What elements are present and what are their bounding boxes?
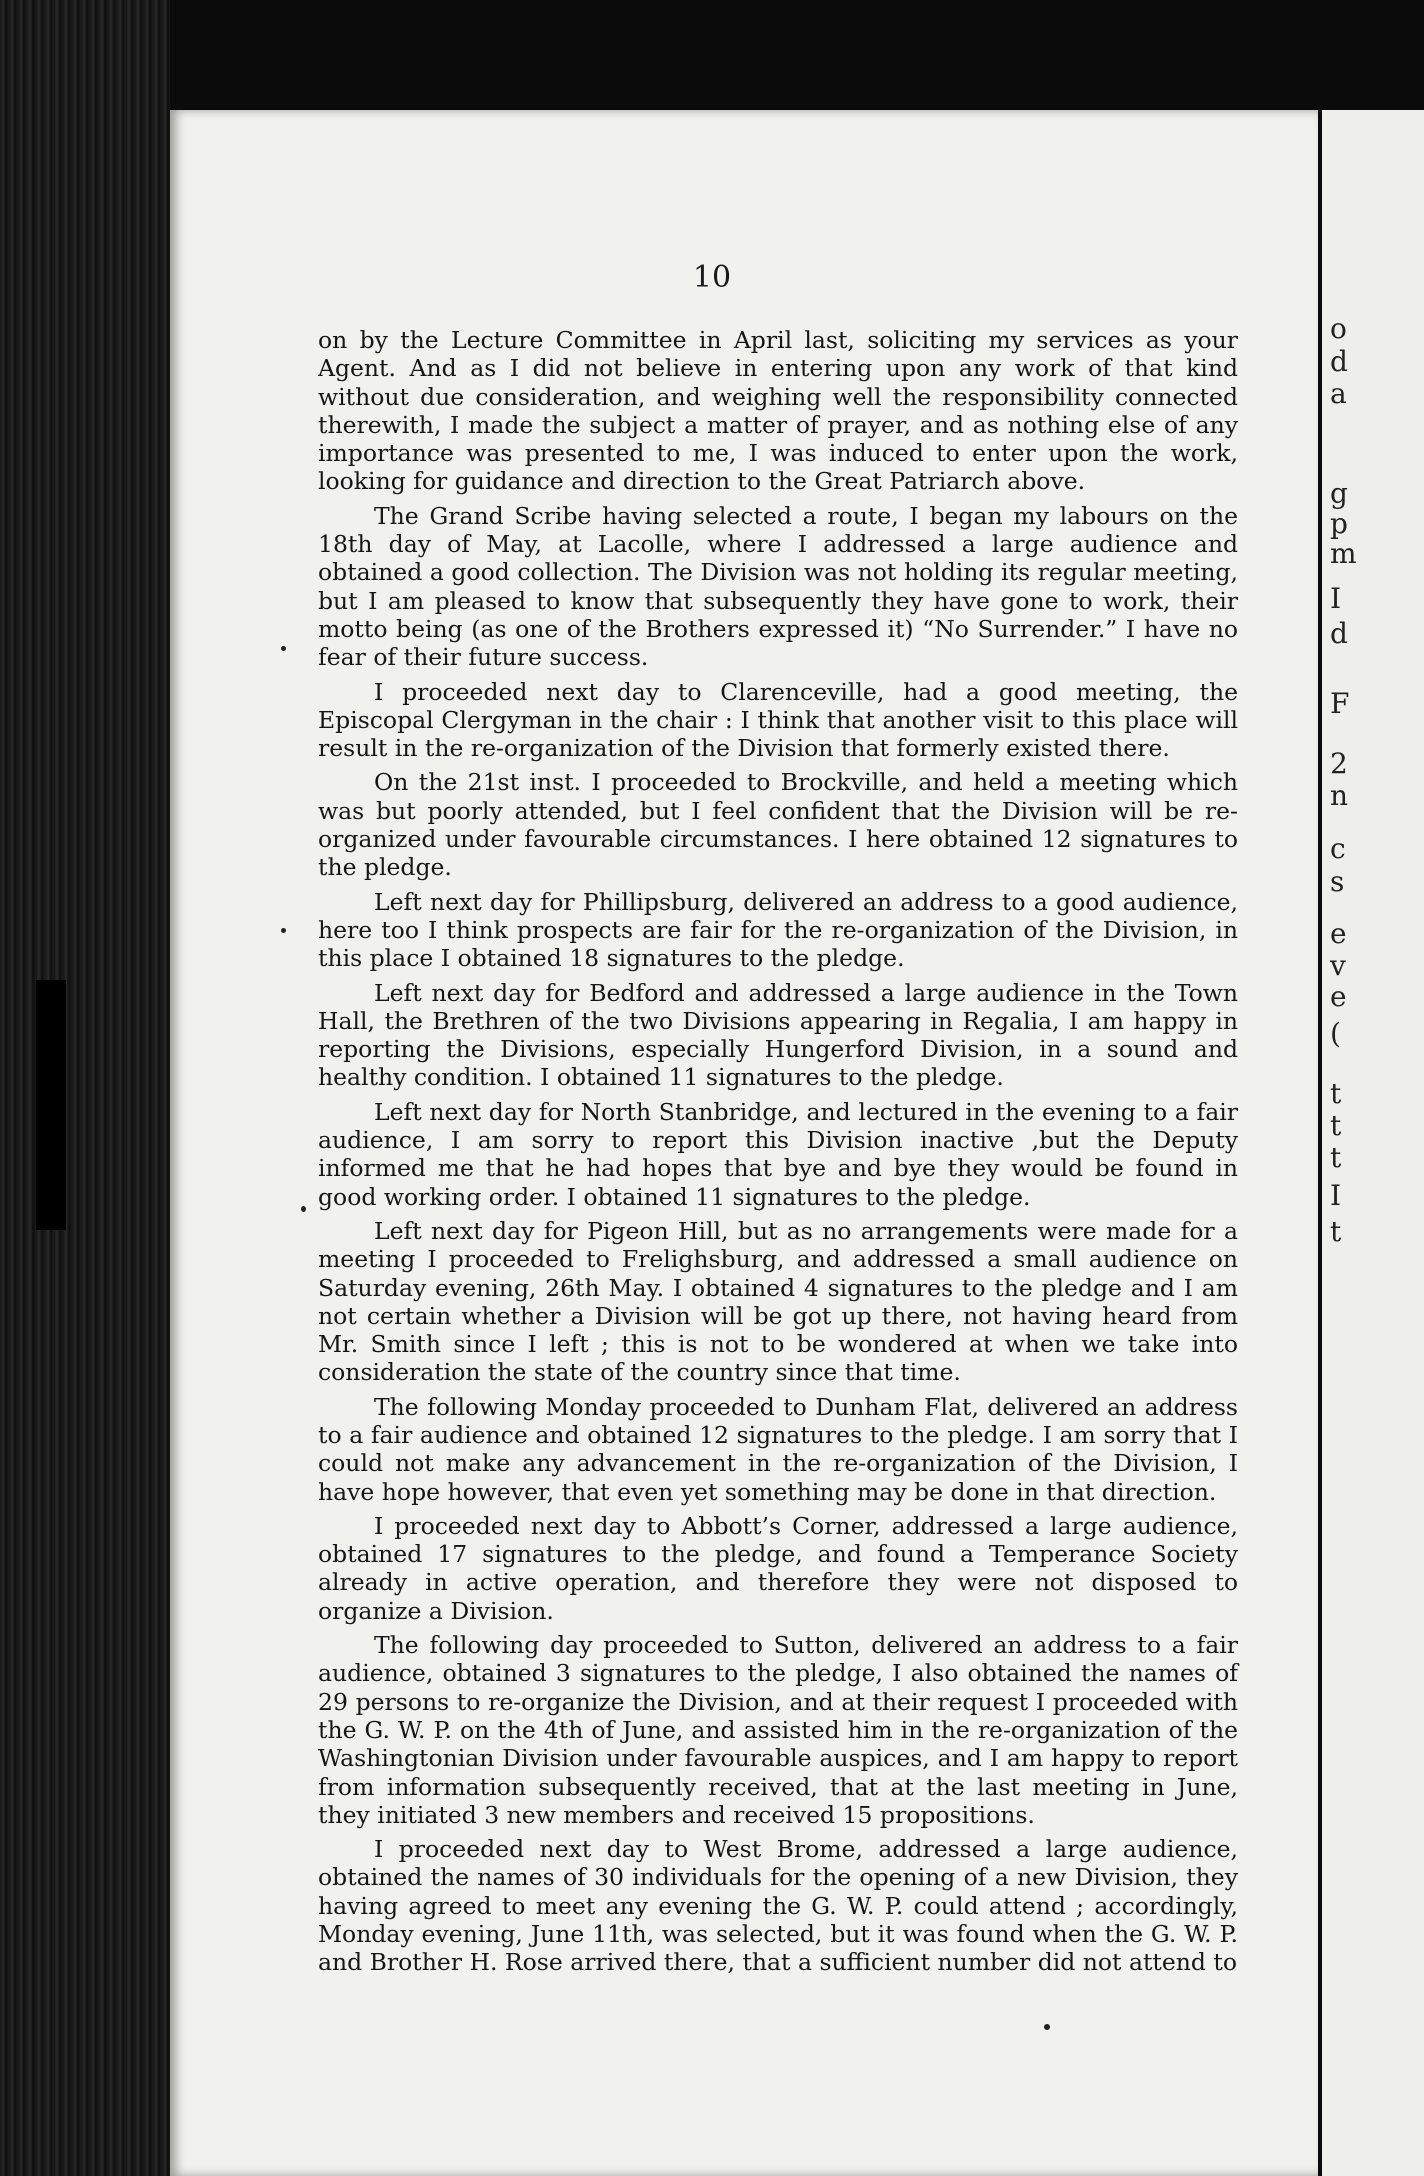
facing-fragment: F <box>1330 687 1350 720</box>
paragraph: I proceeded next day to Clarenceville, had a good meeting, the Episcopal Clergyman in the chair : I think that another visit to this place will result in the re-organization of the Division that formerly existed there. <box>318 677 1238 763</box>
scan-speck <box>281 928 286 933</box>
paragraph: I proceeded next day to West Brome, addressed a large audience, obtained the names of 30 individuals for the opening of a new Division, they having agreed to meet any evening the G. W. P. could attend ; accordingly, Monday evening, June 11th, was selected, but it was found when the G. W. P. and Brother H. Rose arrived there, that a sufficient number did not attend to <box>318 1835 1238 1977</box>
paragraph: on by the Lecture Committee in April last, soliciting my services as your Agent. And as I did not believe in entering upon any work of that kind without due consideration, and weighing well the responsibility connected therewith, I made the subject a matter of prayer, and as nothing else of any importance was presented to me, I was induced to enter upon the work, looking for guidance and direction to the Great Patriarch above. <box>318 326 1238 496</box>
facing-page-edge <box>1322 110 1424 2176</box>
scan-speck <box>281 646 286 651</box>
facing-fragment: t <box>1330 1215 1342 1248</box>
facing-fragment: c <box>1330 832 1346 865</box>
facing-fragment: s <box>1330 865 1345 898</box>
paragraph: I proceeded next day to Abbott’s Corner, addressed a large audience, obtained 17 signatures to the pledge, and found a Temperance Society already in active operation, and therefore they were not disposed to organize a Division. <box>318 1511 1238 1625</box>
facing-fragment: 2 <box>1330 747 1348 780</box>
facing-fragment: d <box>1330 617 1348 650</box>
scan-binding-mark <box>36 980 66 1230</box>
page-number: 10 <box>692 260 732 295</box>
paragraph: The following day proceeded to Sutton, delivered an address to a fair audience, obtained 3 signatures to the pledge, I also obtained the names of 29 persons to re-organize the Division, and at their request I proceeded with the G. W. P. on the 4th of June, and assisted him in the re-organization of the Washingtonian Division under favourable auspices, and I am happy to report from information subsequently received, that at the last meeting in June, they initiated 3 new members and received 15 propositions. <box>318 1631 1238 1829</box>
page-body <box>318 326 1238 1983</box>
facing-fragment: t <box>1330 1077 1342 1110</box>
facing-fragment: d <box>1330 345 1348 378</box>
facing-fragment: ( <box>1330 1017 1341 1050</box>
scan-speck <box>301 1206 306 1212</box>
facing-fragment: v <box>1330 949 1346 982</box>
paragraph: Left next day for Pigeon Hill, but as no arrangements were made for a meeting I proceeded to Frelighsburg, and addressed a small audience on Saturday evening, 26th May. I obtained 4 signatures to the pledge and I am not certain whether a Division will be got up there, not having heard from Mr. Smith since I left ; this is not to be wondered at when we take into consideration the state of the country since that time. <box>318 1216 1238 1387</box>
paragraph: Left next day for Bedford and addressed a large audience in the Town Hall, the Brethren of the two Divisions appearing in Regalia, I am happy in reporting the Divisions, especially Hungerford Division, in a sound and healthy condition. I obtained 11 signatures to the pledge. <box>318 978 1238 1092</box>
facing-fragment: t <box>1330 1141 1342 1174</box>
facing-fragment: o <box>1330 312 1347 345</box>
facing-fragment: a <box>1330 377 1347 410</box>
scan-speck <box>1044 2024 1050 2030</box>
scan-left-border <box>0 0 170 2176</box>
paragraph: On the 21st inst. I proceeded to Brockville, and held a meeting which was but poorly attended, but I feel confident that the Division will be re-organized under favourable circumstances. I here obtained 12 signatures to the pledge. <box>318 768 1238 882</box>
facing-fragment: I <box>1330 1179 1342 1212</box>
facing-fragment: e <box>1330 980 1347 1013</box>
paragraph: Left next day for North Stanbridge, and lectured in the evening to a fair audience, I am sorry to report this Division inactive ,but the Deputy informed me that he had hopes that bye and bye they would be found in good working order. I obtained 11 signatures to the pledge. <box>318 1097 1238 1211</box>
facing-fragment: m <box>1330 537 1357 570</box>
facing-fragment: g <box>1330 477 1348 510</box>
facing-fragment: n <box>1330 779 1349 812</box>
paragraph: The following Monday proceeded to Dunham Flat, delivered an address to a fair audience and obtained 12 signatures to the pledge. I am sorry that I could not make any advancement in the re-organization of the Division, I have hope however, that even yet something may be done in that direction. <box>318 1392 1238 1506</box>
facing-fragment: p <box>1330 507 1348 540</box>
facing-fragment: I <box>1330 582 1342 615</box>
facing-fragment: t <box>1330 1109 1342 1142</box>
paragraph: Left next day for Phillipsburg, delivered an address to a good audience, here too I think prospects are fair for the re-organization of the Division, in this place I obtained 18 signatures to the pledge. <box>318 887 1238 973</box>
facing-fragment: e <box>1330 917 1347 950</box>
paragraph: The Grand Scribe having selected a route, I began my labours on the 18th day of May, at Lacolle, where I addressed a large audience and obtained a good collection. The Division was not holding its regular meeting, but I am pleased to know that subsequently they have gone to work, their motto being (as one of the Brothers expressed it) “No Surrender.” I have no fear of their future success. <box>318 501 1238 672</box>
